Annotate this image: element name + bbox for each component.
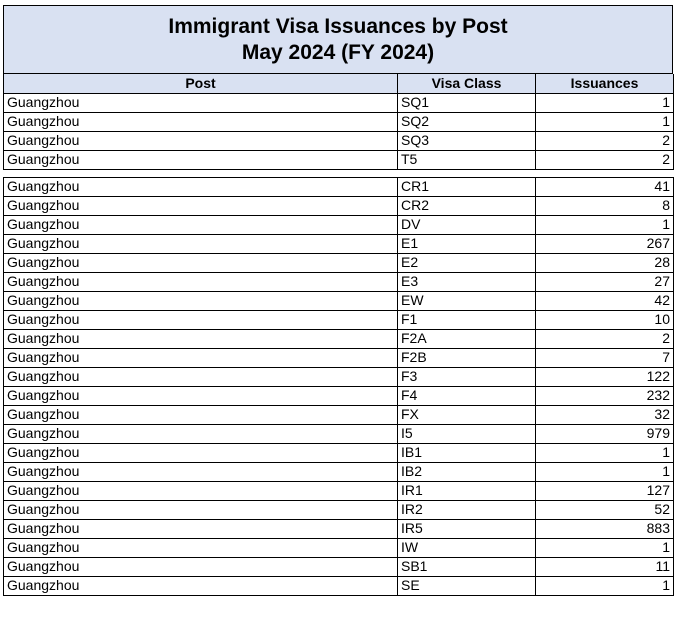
- table-row: [4, 272, 674, 291]
- table-body-group-2: [4, 177, 674, 595]
- cell-issuances: 883: [536, 519, 674, 538]
- cell-visa-class: SB1: [398, 557, 536, 576]
- report-sheet: [3, 5, 673, 596]
- cell-visa-class: IR5: [398, 519, 536, 538]
- table-row: [4, 462, 674, 481]
- cell-post: Guangzhou: [4, 557, 398, 576]
- table-row: [4, 131, 674, 150]
- cell-visa-class: F3: [398, 367, 536, 386]
- table-row: [4, 177, 674, 196]
- cell-post: Guangzhou: [4, 424, 398, 443]
- cell-post: Guangzhou: [4, 131, 398, 150]
- cell-post: Guangzhou: [4, 196, 398, 215]
- cell-issuances: 1: [536, 443, 674, 462]
- table-row: [4, 500, 674, 519]
- cell-issuances: 2: [536, 329, 674, 348]
- cell-visa-class: SQ1: [398, 93, 536, 112]
- table-row: [4, 150, 674, 169]
- group-separator: [3, 170, 673, 177]
- cell-issuances: 42: [536, 291, 674, 310]
- cell-visa-class: IR2: [398, 500, 536, 519]
- cell-visa-class: SQ2: [398, 112, 536, 131]
- cell-issuances: 10: [536, 310, 674, 329]
- cell-visa-class: F2B: [398, 348, 536, 367]
- table-body-group-1: [4, 93, 674, 169]
- cell-issuances: 267: [536, 234, 674, 253]
- cell-post: Guangzhou: [4, 310, 398, 329]
- cell-visa-class: EW: [398, 291, 536, 310]
- cell-issuances: 1: [536, 462, 674, 481]
- cell-post: Guangzhou: [4, 500, 398, 519]
- cell-post: Guangzhou: [4, 253, 398, 272]
- cell-issuances: 41: [536, 177, 674, 196]
- cell-post: Guangzhou: [4, 150, 398, 169]
- cell-post: Guangzhou: [4, 177, 398, 196]
- cell-issuances: 1: [536, 93, 674, 112]
- cell-post: Guangzhou: [4, 367, 398, 386]
- cell-post: Guangzhou: [4, 538, 398, 557]
- table-row: [4, 234, 674, 253]
- cell-post: Guangzhou: [4, 291, 398, 310]
- table-row: [4, 576, 674, 595]
- cell-post: Guangzhou: [4, 93, 398, 112]
- cell-issuances: 2: [536, 131, 674, 150]
- cell-issuances: 27: [536, 272, 674, 291]
- cell-post: Guangzhou: [4, 443, 398, 462]
- cell-issuances: 2: [536, 150, 674, 169]
- cell-issuances: 232: [536, 386, 674, 405]
- table-row: [4, 348, 674, 367]
- table-row: [4, 538, 674, 557]
- table-row: [4, 386, 674, 405]
- cell-visa-class: SE: [398, 576, 536, 595]
- cell-visa-class: IB1: [398, 443, 536, 462]
- cell-visa-class: F2A: [398, 329, 536, 348]
- cell-visa-class: I5: [398, 424, 536, 443]
- cell-post: Guangzhou: [4, 386, 398, 405]
- cell-issuances: 1: [536, 215, 674, 234]
- cell-issuances: 1: [536, 576, 674, 595]
- cell-issuances: 28: [536, 253, 674, 272]
- cell-issuances: 1: [536, 538, 674, 557]
- table-row: [4, 367, 674, 386]
- issuance-table-group-1: [3, 74, 674, 170]
- cell-post: Guangzhou: [4, 234, 398, 253]
- column-header-issuances: Issuances: [536, 74, 674, 93]
- cell-issuances: 11: [536, 557, 674, 576]
- cell-post: Guangzhou: [4, 348, 398, 367]
- cell-post: Guangzhou: [4, 405, 398, 424]
- cell-visa-class: FX: [398, 405, 536, 424]
- cell-visa-class: IR1: [398, 481, 536, 500]
- report-subtitle: May 2024 (FY 2024): [241, 40, 435, 64]
- table-row: [4, 112, 674, 131]
- cell-visa-class: IB2: [398, 462, 536, 481]
- cell-issuances: 979: [536, 424, 674, 443]
- table-header-row: [4, 74, 674, 93]
- cell-visa-class: CR1: [398, 177, 536, 196]
- table-row: [4, 253, 674, 272]
- cell-visa-class: IW: [398, 538, 536, 557]
- table-row: [4, 443, 674, 462]
- cell-visa-class: DV: [398, 215, 536, 234]
- report-title-block: [3, 5, 673, 74]
- cell-post: Guangzhou: [4, 462, 398, 481]
- cell-visa-class: SQ3: [398, 131, 536, 150]
- cell-visa-class: E3: [398, 272, 536, 291]
- cell-post: Guangzhou: [4, 272, 398, 291]
- table-row: [4, 557, 674, 576]
- cell-visa-class: E2: [398, 253, 536, 272]
- report-title: Immigrant Visa Issuances by Post: [168, 14, 508, 38]
- table-row: [4, 405, 674, 424]
- cell-post: Guangzhou: [4, 576, 398, 595]
- cell-visa-class: F4: [398, 386, 536, 405]
- cell-post: Guangzhou: [4, 519, 398, 538]
- cell-issuances: 52: [536, 500, 674, 519]
- column-header-visa-class: Visa Class: [398, 74, 536, 93]
- table-row: [4, 310, 674, 329]
- cell-post: Guangzhou: [4, 215, 398, 234]
- cell-visa-class: F1: [398, 310, 536, 329]
- table-row: [4, 215, 674, 234]
- cell-issuances: 122: [536, 367, 674, 386]
- cell-issuances: 127: [536, 481, 674, 500]
- cell-post: Guangzhou: [4, 329, 398, 348]
- table-row: [4, 196, 674, 215]
- issuance-table-group-2: [3, 177, 674, 596]
- cell-visa-class: T5: [398, 150, 536, 169]
- cell-visa-class: E1: [398, 234, 536, 253]
- table-row: [4, 93, 674, 112]
- table-row: [4, 519, 674, 538]
- cell-issuances: 7: [536, 348, 674, 367]
- table-row: [4, 291, 674, 310]
- cell-visa-class: CR2: [398, 196, 536, 215]
- table-row: [4, 424, 674, 443]
- column-header-post: Post: [4, 74, 398, 93]
- cell-issuances: 1: [536, 112, 674, 131]
- cell-issuances: 8: [536, 196, 674, 215]
- cell-post: Guangzhou: [4, 481, 398, 500]
- cell-post: Guangzhou: [4, 112, 398, 131]
- cell-issuances: 32: [536, 405, 674, 424]
- table-row: [4, 329, 674, 348]
- table-row: [4, 481, 674, 500]
